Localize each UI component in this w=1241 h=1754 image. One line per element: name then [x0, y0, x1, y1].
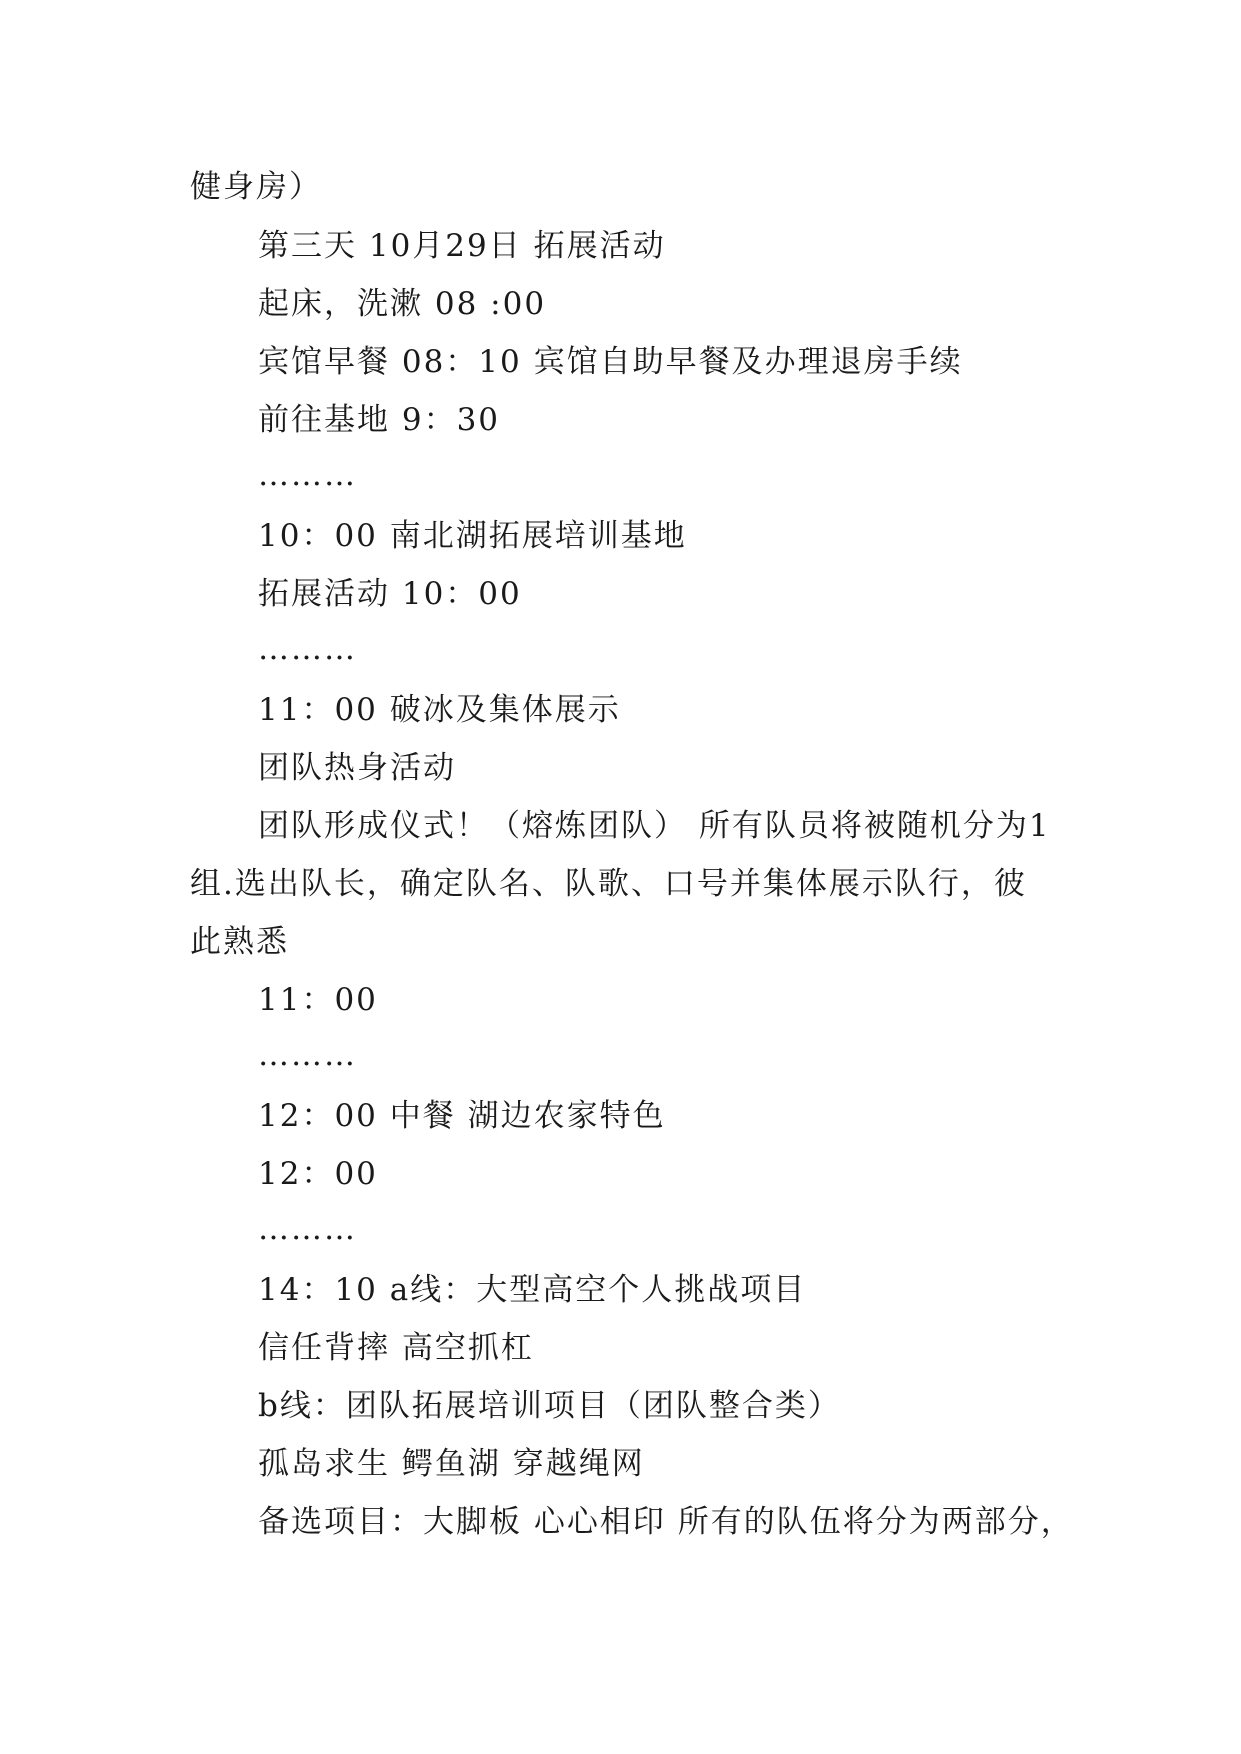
- text-line: ………: [258, 631, 357, 667]
- text-line: b线：团队拓展培训项目（团队整合类）: [258, 1388, 841, 1424]
- text-line: 第三天 10月29日 拓展活动: [258, 228, 666, 264]
- text-line: 备选项目：大脚板 心心相印 所有的队伍将分为两部分，: [258, 1504, 1074, 1540]
- text-line: ………: [258, 457, 357, 493]
- text-line: 团队形成仪式！（熔炼团队） 所有队员将被随机分为1: [258, 808, 1051, 844]
- text-line: 12：00: [258, 1156, 378, 1192]
- text-line: 10：00 南北湖拓展培训基地: [258, 518, 687, 554]
- text-line: ………: [258, 1211, 357, 1247]
- text-line: 前往基地 9：30: [258, 402, 501, 438]
- text-line: 团队热身活动: [258, 750, 456, 786]
- text-line: 拓展活动 10：00: [258, 576, 522, 612]
- text-line: 11：00 破冰及集体展示: [258, 692, 621, 728]
- text-line: 健身房）: [190, 169, 322, 205]
- text-line: 11：00: [258, 982, 378, 1018]
- text-line: 孤岛求生 鳄鱼湖 穿越绳网: [258, 1446, 645, 1482]
- text-line: 14：10 a线：大型高空个人挑战项目: [258, 1272, 807, 1308]
- text-line: 此熟悉: [190, 924, 289, 960]
- text-line: 信任背摔 高空抓杠: [258, 1330, 534, 1366]
- text-line: 宾馆早餐 08：10 宾馆自助早餐及办理退房手续: [258, 344, 963, 380]
- text-line: 组.选出队长，确定队名、队歌、口号并集体展示队行，彼: [190, 866, 1027, 902]
- text-line: 起床，洗漱 08 :00: [258, 286, 547, 322]
- text-line: 12：00 中餐 湖边农家特色: [258, 1098, 666, 1134]
- text-line: ………: [258, 1037, 357, 1073]
